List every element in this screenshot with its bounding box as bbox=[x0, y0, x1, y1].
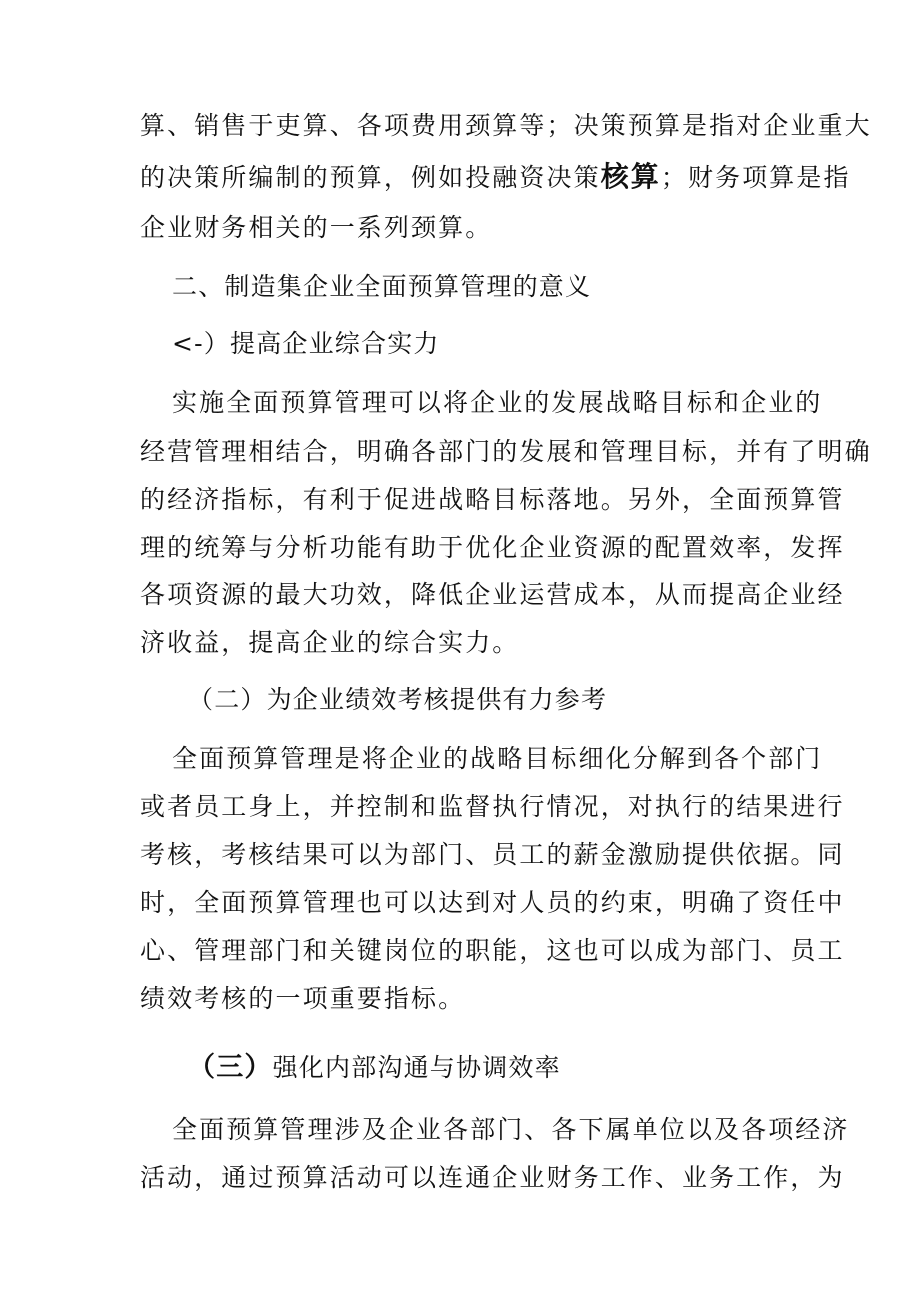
section-heading: 二、制造集企业全面预算管理的意义 bbox=[172, 272, 592, 301]
subsection-number: （三） bbox=[188, 1052, 273, 1083]
paragraph-line: 经营管理相结合，明确各部门的发展和管理目标，并有了明确 bbox=[140, 437, 872, 466]
paragraph-line: 理的统筹与分析功能有助于优化企业资源的配置效率，发挥 bbox=[140, 533, 845, 562]
text-run: ；财务项算是指 bbox=[660, 163, 851, 192]
paragraph-line: 活动，通过预算活动可以连通企业财务工作、业务工作，为 bbox=[140, 1163, 845, 1192]
paragraph-line: 实施全面预算管理可以将企业的发展战略目标和企业的 bbox=[172, 388, 823, 417]
paragraph-line: 济收益，提高企业的综合实力。 bbox=[140, 628, 520, 657]
paragraph-line: 考核，考核结果可以为部门、员工的薪金激励提供依据。同 bbox=[140, 840, 845, 869]
paragraph-line: 算、销售于吏算、各项费用颈算等；决策预算是指对企业重大 bbox=[140, 111, 872, 140]
paragraph-line: 全面预算管理涉及企业各部门、各下属单位以及各项经济 bbox=[172, 1115, 850, 1144]
paragraph-line: 的经济指标，有利于促进战略目标落地。另外，全面预算管 bbox=[140, 485, 845, 514]
subsection-heading: <-）提高企业综合实力 bbox=[172, 329, 440, 358]
paragraph-line: 全面预算管理是将企业的战略目标细化分解到各个部门 bbox=[172, 744, 823, 773]
paragraph-line: 心、管理部门和关键岗位的职能，这也可以成为部门、员工 bbox=[140, 936, 845, 965]
text-run: 的决策所编制的预算，例如投融资决策 bbox=[140, 163, 601, 192]
subsection-heading bbox=[188, 1053, 561, 1083]
paragraph-line: 或者员工身上，并控制和监督执行情况，对执行的结果进行 bbox=[140, 792, 845, 821]
paragraph-line bbox=[140, 160, 851, 193]
paragraph-line: 绩效考核的一项重要指标。 bbox=[140, 984, 466, 1013]
subsection-title: 强化内部沟通与协调效率 bbox=[272, 1053, 561, 1082]
subsection-heading: （二）为企业绩效考核提供有力参考 bbox=[188, 685, 608, 714]
paragraph-line: 企业财务相关的一系列颈算。 bbox=[140, 213, 493, 242]
paragraph-line: 时，全面预算管理也可以达到对人员的约束，明确了资任中 bbox=[140, 888, 845, 917]
emphasized-text: 核算 bbox=[600, 160, 661, 193]
paragraph-line: 各项资源的最大功效，降低企业运营成本，从而提高企业经 bbox=[140, 580, 845, 609]
